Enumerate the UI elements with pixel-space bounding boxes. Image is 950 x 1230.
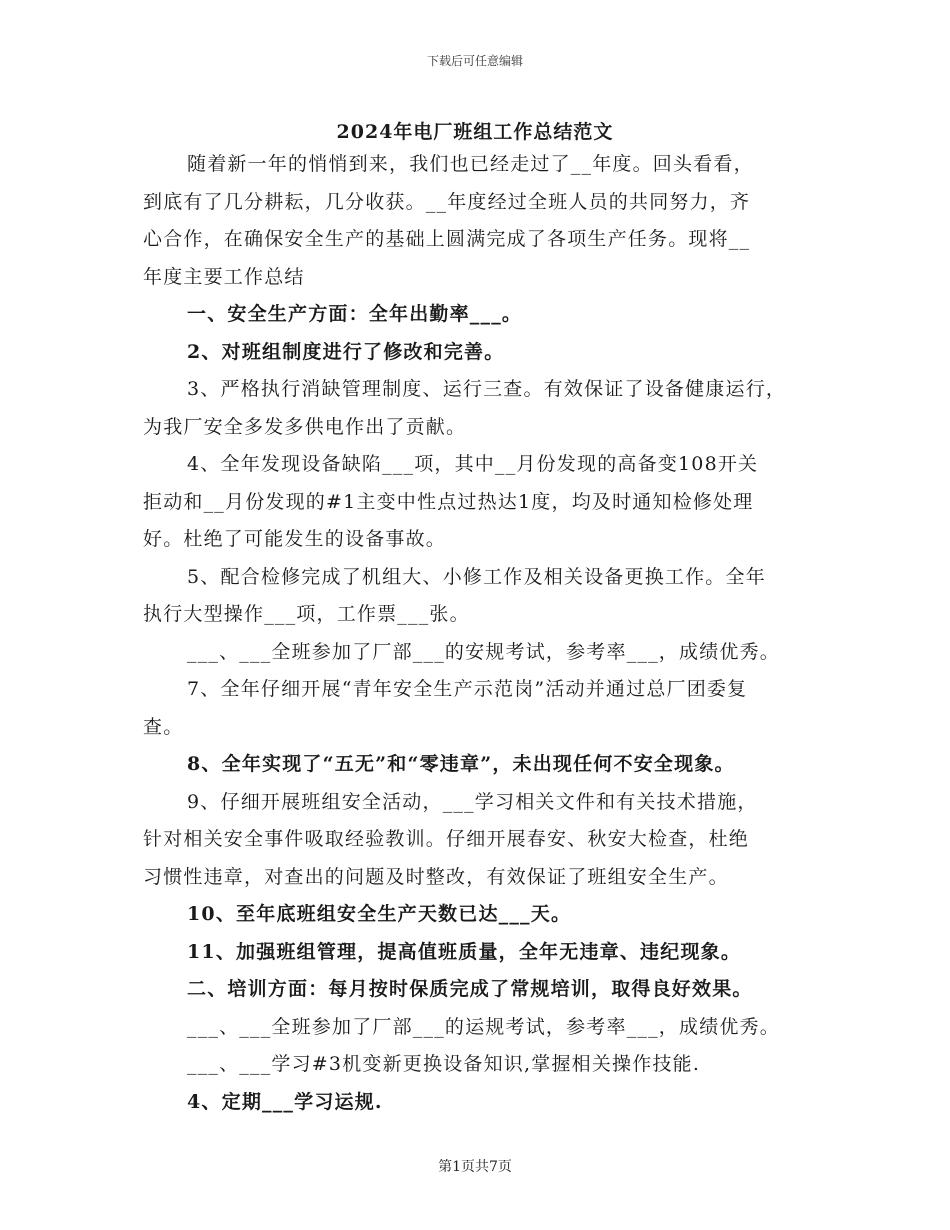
header-note: 下载后可任意编辑 [426, 54, 523, 68]
text-line: ___、___学习#3机变新更换设备知识,掌握相关操作技能. [187, 1053, 701, 1075]
text-line: 针对相关安全事件吸取经验教训。仔细开展春安、秋安大检查，杜绝 [143, 828, 750, 850]
text-line: ___、___全班参加了厂部___的运规考试，参考率___，成绩优秀。 [187, 1015, 781, 1038]
text-line: 8、全年实现了“五无”和“零违章”，未出现任何不安全现象。 [187, 753, 735, 775]
text-line: 10、至年底班组安全生产天数已达___天。 [187, 903, 572, 925]
document-body [143, 146, 813, 1121]
text-line: 9、仔细开展班组安全活动，___学习相关文件和有关技术措施， [187, 790, 758, 813]
text-line: 4、定期___学习运规. [187, 1090, 383, 1113]
text-line: 执行大型操作___项，工作票___张。 [143, 603, 470, 625]
text-line: 好。杜绝了可能发生的设备事故。 [143, 528, 447, 550]
text-line: 2、对班组制度进行了修改和完善。 [187, 340, 505, 363]
text-line: 3、严格执行消缺管理制度、运行三查。有效保证了设备健康运行， [187, 378, 787, 400]
text-line: 查。 [143, 715, 184, 738]
text-line: 到底有了几分耕耘，几分收获。__年度经过全班人员的共同努力，齐 [143, 190, 751, 213]
text-line: 11、加强班组管理，提高值班质量，全年无违章、违纪现象。 [187, 940, 742, 963]
document-title: 2024年电厂班组工作总结范文 [336, 121, 614, 143]
text-line: ___、___全班参加了厂部___的安规考试，参考率___，成绩优秀。 [187, 640, 781, 663]
text-line: 为我厂安全多发多供电作出了贡献。 [143, 415, 467, 438]
text-line: 二、培训方面：每月按时保质完成了常规培训，取得良好效果。 [187, 978, 753, 1000]
page-footer: 第1页共7页 [438, 1159, 512, 1175]
text-line: 习惯性违章，对查出的问题及时整改，有效保证了班组安全生产。 [143, 865, 729, 888]
text-line: 年度主要工作总结 [143, 265, 305, 288]
text-line: 拒动和__月份发现的#1主变中性点过热达1度，均及时通知检修处理 [143, 490, 754, 513]
text-line: 4、全年发现设备缺陷___项，其中__月份发现的高备变108开关 [187, 453, 759, 475]
text-line: 心合作，在确保安全生产的基础上圆满完成了各项生产任务。现将__ [143, 228, 751, 250]
text-line: 一、安全生产方面：全年出勤率___。 [187, 303, 523, 325]
text-line: 5、配合检修完成了机组大、小修工作及相关设备更换工作。全年 [187, 565, 766, 588]
text-line: 7、全年仔细开展“青年安全生产示范岗”活动并通过总厂团委复 [187, 678, 748, 700]
text-line: 随着新一年的悄悄到来，我们也已经走过了__年度。回头看看， [187, 153, 754, 175]
